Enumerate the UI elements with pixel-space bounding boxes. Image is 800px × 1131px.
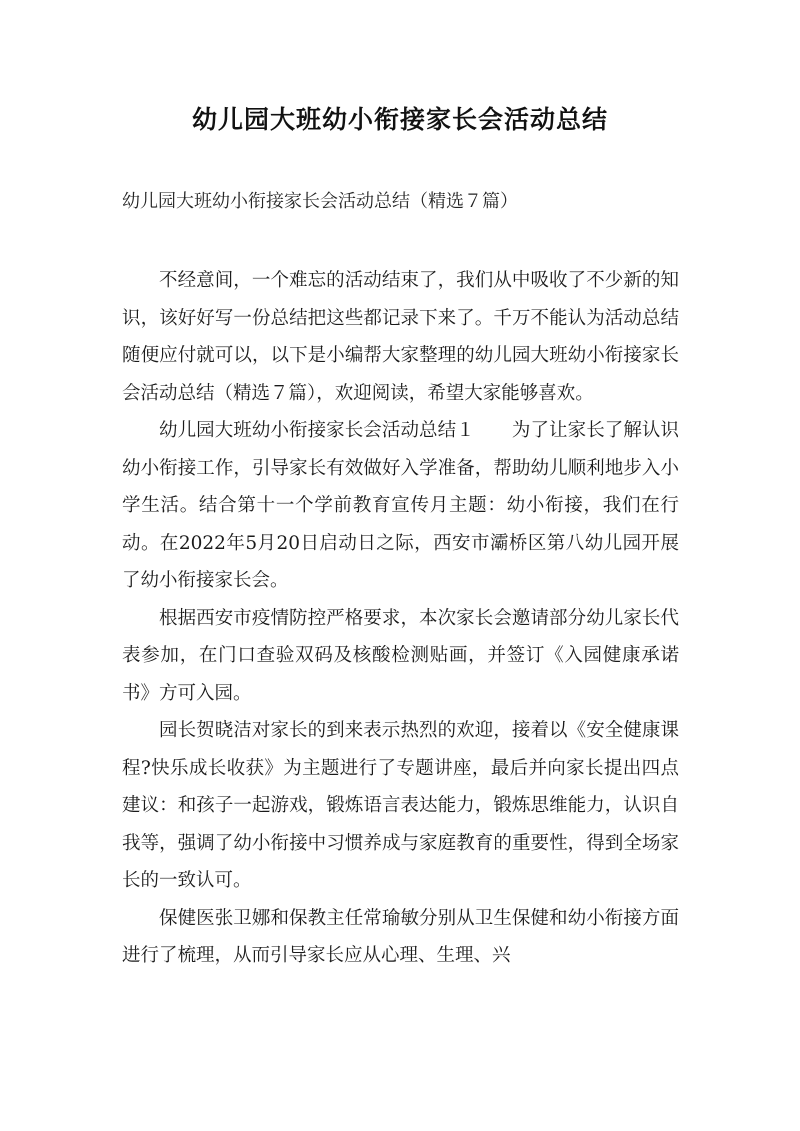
body-paragraph-epidemic-control: 根据西安市疫情防控严格要求，本次家长会邀请部分幼儿家长代表参加，在门口查验双码及核酸检测贴画，并签订《入园健康承诺书》方可入园。 — [122, 607, 679, 704]
body-paragraph-intro: 不经意间，一个难忘的活动结束了，我们从中吸收了不少新的知识，该好好写一份总结把这些都记录下来了。千万不能认为活动总结随便应付就可以，以下是小编帮大家整理的幼儿园大班幼小衔接家长会活动总结（精选７篇），欢迎阅读，希望大家能够喜欢。 — [122, 270, 679, 404]
body-paragraph-principal-lecture: 园长贺晓洁对家长的到来表示热烈的欢迎，接着以《安全健康课程?快乐成长收获》为主题进行了专题讲座，最后并向家长提出四点建议：和孩子一起游戏，锻炼语言表达能力，锻炼思维能力，认识自我等，强调了幼小衔接中习惯养成与家庭教育的重要性，得到全场家长的一致认可。 — [122, 720, 679, 891]
document-subtitle: 幼儿园大班幼小衔接家长会活动总结（精选７篇） — [122, 191, 518, 212]
document-title: 幼儿园大班幼小衔接家长会活动总结 — [191, 105, 608, 134]
body-paragraph-summary-1: 幼儿园大班幼小衔接家长会活动总结１ 为了让家长了解认识幼小衔接工作，引导家长有效做好入学准备，帮助幼儿顺利地步入小学生活。结合第十一个学前教育宣传月主题：幼小衔接，我们在行动。在2022年5月20日启动日之际，西安市灞桥区第八幼儿园开展了幼小衔接家长会。 — [122, 420, 679, 591]
document-body — [122, 262, 679, 975]
body-paragraph-health-staff: 保健医张卫娜和保教主任常瑜敏分别从卫生保健和幼小衔接方面进行了梳理，从而引导家长应从心理、生理、兴 — [122, 907, 679, 966]
